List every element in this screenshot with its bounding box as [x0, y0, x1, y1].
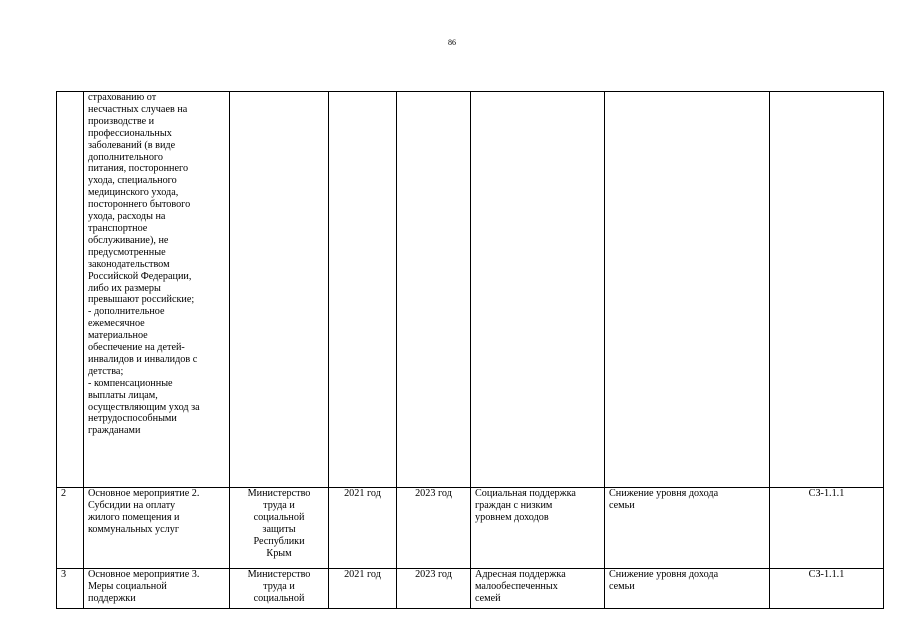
consequence-cell: Снижение уровня дохода семьи	[605, 488, 770, 569]
indicator-code-cell: СЗ-1.1.1	[770, 569, 884, 609]
executor-cell: Министерство труда и социальной	[230, 569, 329, 609]
table-row	[57, 92, 884, 488]
expected-result-cell	[471, 92, 605, 488]
expected-result-cell: Социальная поддержка граждан с низким уровнем доходов	[471, 488, 605, 569]
measure-name-cell: Основное мероприятие 3. Меры социальной поддержки	[84, 569, 230, 609]
table-row	[57, 569, 884, 609]
start-year-cell: 2021 год	[329, 488, 397, 569]
indicator-code-cell: СЗ-1.1.1	[770, 488, 884, 569]
executor-cell	[230, 92, 329, 488]
table-row	[57, 488, 884, 569]
row-number-cell: 2	[57, 488, 84, 569]
expected-result-cell: Адресная поддержка малообеспеченных семей	[471, 569, 605, 609]
start-year-cell: 2021 год	[329, 569, 397, 609]
end-year-cell	[397, 92, 471, 488]
measure-name-cell: страхованию от несчастных случаев на производстве и профессиональных заболеваний (в виде дополнительного питания, постороннего ухода, специального медицинского ухода, постороннего бытового ухода, расходы на транспортное обслуживание), не предусмотренные законодательством Российской Федерации, либо их размеры превышают российские; - дополнительное ежемесячное материальное обеспечение на детей- инвалидов и инвалидов с детства; - компенсационные выплаты лицам, осуществляющим уход за нетрудоспособными гражданами	[84, 92, 230, 488]
executor-cell: Министерство труда и социальной защиты Республики Крым	[230, 488, 329, 569]
measures-table	[56, 91, 884, 609]
indicator-code-cell	[770, 92, 884, 488]
end-year-cell: 2023 год	[397, 569, 471, 609]
page-number: 86	[448, 38, 456, 47]
start-year-cell	[329, 92, 397, 488]
row-number-cell: 3	[57, 569, 84, 609]
end-year-cell: 2023 год	[397, 488, 471, 569]
row-number-cell	[57, 92, 84, 488]
consequence-cell: Снижение уровня дохода семьи	[605, 569, 770, 609]
consequence-cell	[605, 92, 770, 488]
measure-name-cell: Основное мероприятие 2. Субсидии на оплату жилого помещения и коммунальных услуг	[84, 488, 230, 569]
